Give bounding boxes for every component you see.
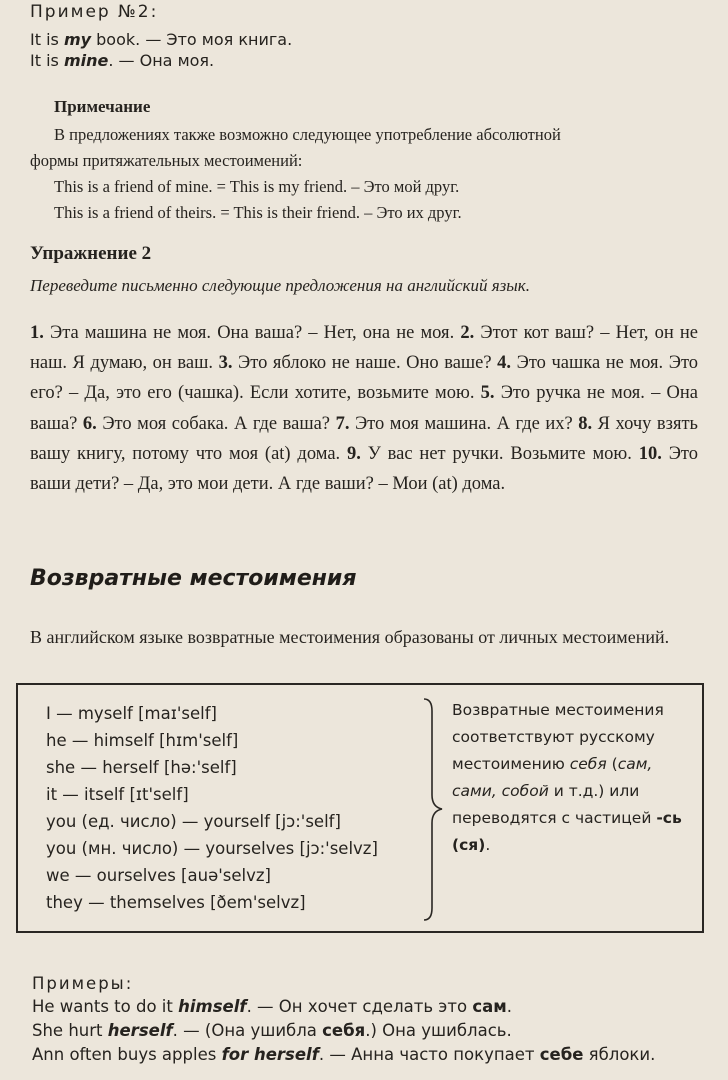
item-number: 5.	[480, 383, 495, 404]
item-text: Это ручка не моя. – Она ваша?	[30, 383, 698, 434]
item-text: Это чашка не моя. Это его? – Да, это его (чашка). Если хотите, возьмите мою.	[30, 353, 699, 404]
item-number: 9.	[347, 443, 361, 464]
example-line-1: He wants to do it himself. — Он хочет сделать это сам.	[32, 997, 512, 1016]
example-line-2: She hurt herself. — (Она ушибла себя.) Она ушиблась.	[32, 1021, 512, 1040]
pronoun-row: we — ourselves [auə'selvz]	[46, 866, 271, 885]
note-heading: Примечание	[54, 97, 151, 116]
item-text: Я хочу взять вашу книгу, потому что моя (at) дома.	[30, 413, 698, 464]
note-line-2: формы притяжательных местоимений:	[30, 151, 303, 170]
item-text: Этот кот ваш? – Нет, он не наш. Я думаю, он ваш.	[30, 323, 699, 374]
item-number: 6.	[82, 413, 97, 434]
pronoun-row: he — himself [hɪm'self]	[46, 731, 239, 750]
curly-brace-icon	[418, 697, 448, 922]
exercise-instruction: Переведите письменно следующие предложения на английский язык.	[30, 276, 530, 295]
pronoun-row: you (мн. число) — yourselves [jɔ:'selvz]	[46, 839, 378, 858]
pronoun-row: I — myself [maɪ'self]	[46, 704, 217, 723]
exercise-heading: Упражнение 2	[30, 243, 152, 264]
item-number: 2.	[460, 323, 475, 343]
item-text: Это моя собака. А где ваша?	[102, 413, 331, 434]
item-text: Эта машина не моя. Она ваша? – Нет, она не моя.	[50, 323, 455, 343]
section-intro: В английском языке возвратные местоимения образованы от личных местоимений.	[30, 627, 670, 647]
pronoun-row: they — themselves [ðem'selvz]	[46, 893, 306, 912]
example-2-heading: Пример №2:	[30, 2, 159, 22]
item-number: 8.	[578, 413, 593, 434]
examples-heading: Примеры:	[32, 974, 134, 993]
item-number: 4.	[497, 353, 512, 374]
example-2-line-1: It is my book. — Это моя книга.	[30, 30, 293, 49]
item-number: 1.	[30, 323, 44, 343]
item-number: 3.	[218, 353, 233, 374]
pronoun-row: you (ед. число) — yourself [jɔ:'self]	[46, 812, 341, 831]
pronoun-note: Возвратные местоимения соответствуют русскому местоимению себя (сам, сами, собой и т.д.) или переводятся с частицей -сь (ся).	[452, 701, 682, 854]
note-example-1: This is a friend of mine. = This is my friend. – Это мой друг.	[54, 177, 460, 196]
pronoun-list	[46, 700, 378, 916]
item-text: Это яблоко не наше. Оно ваше?	[238, 353, 492, 374]
note-example-2: This is a friend of theirs. = This is their friend. – Это их друг.	[54, 203, 462, 222]
item-text: Это моя машина. А где их?	[354, 413, 573, 434]
note-line-1: В предложениях также возможно следующее употребление абсолютной	[54, 125, 561, 144]
pronoun-row: it — itself [ɪt'self]	[46, 785, 189, 804]
item-number: 7.	[335, 413, 350, 434]
item-text: У вас нет ручки. Возьмите мою.	[367, 443, 632, 464]
example-2-line-2: It is mine. — Она моя.	[30, 51, 215, 70]
pronoun-row: she — herself [hə:'self]	[46, 758, 237, 777]
item-number: 10.	[638, 443, 662, 464]
exercise-body	[30, 318, 698, 499]
example-line-3: Ann often buys apples for herself. — Анна часто покупает себе яблоки.	[32, 1045, 656, 1064]
item-text: Это ваши дети? – Да, это мои дети. А где ваши? – Мои (at) дома.	[30, 443, 698, 495]
section-heading: Возвратные местоимения	[30, 566, 357, 591]
